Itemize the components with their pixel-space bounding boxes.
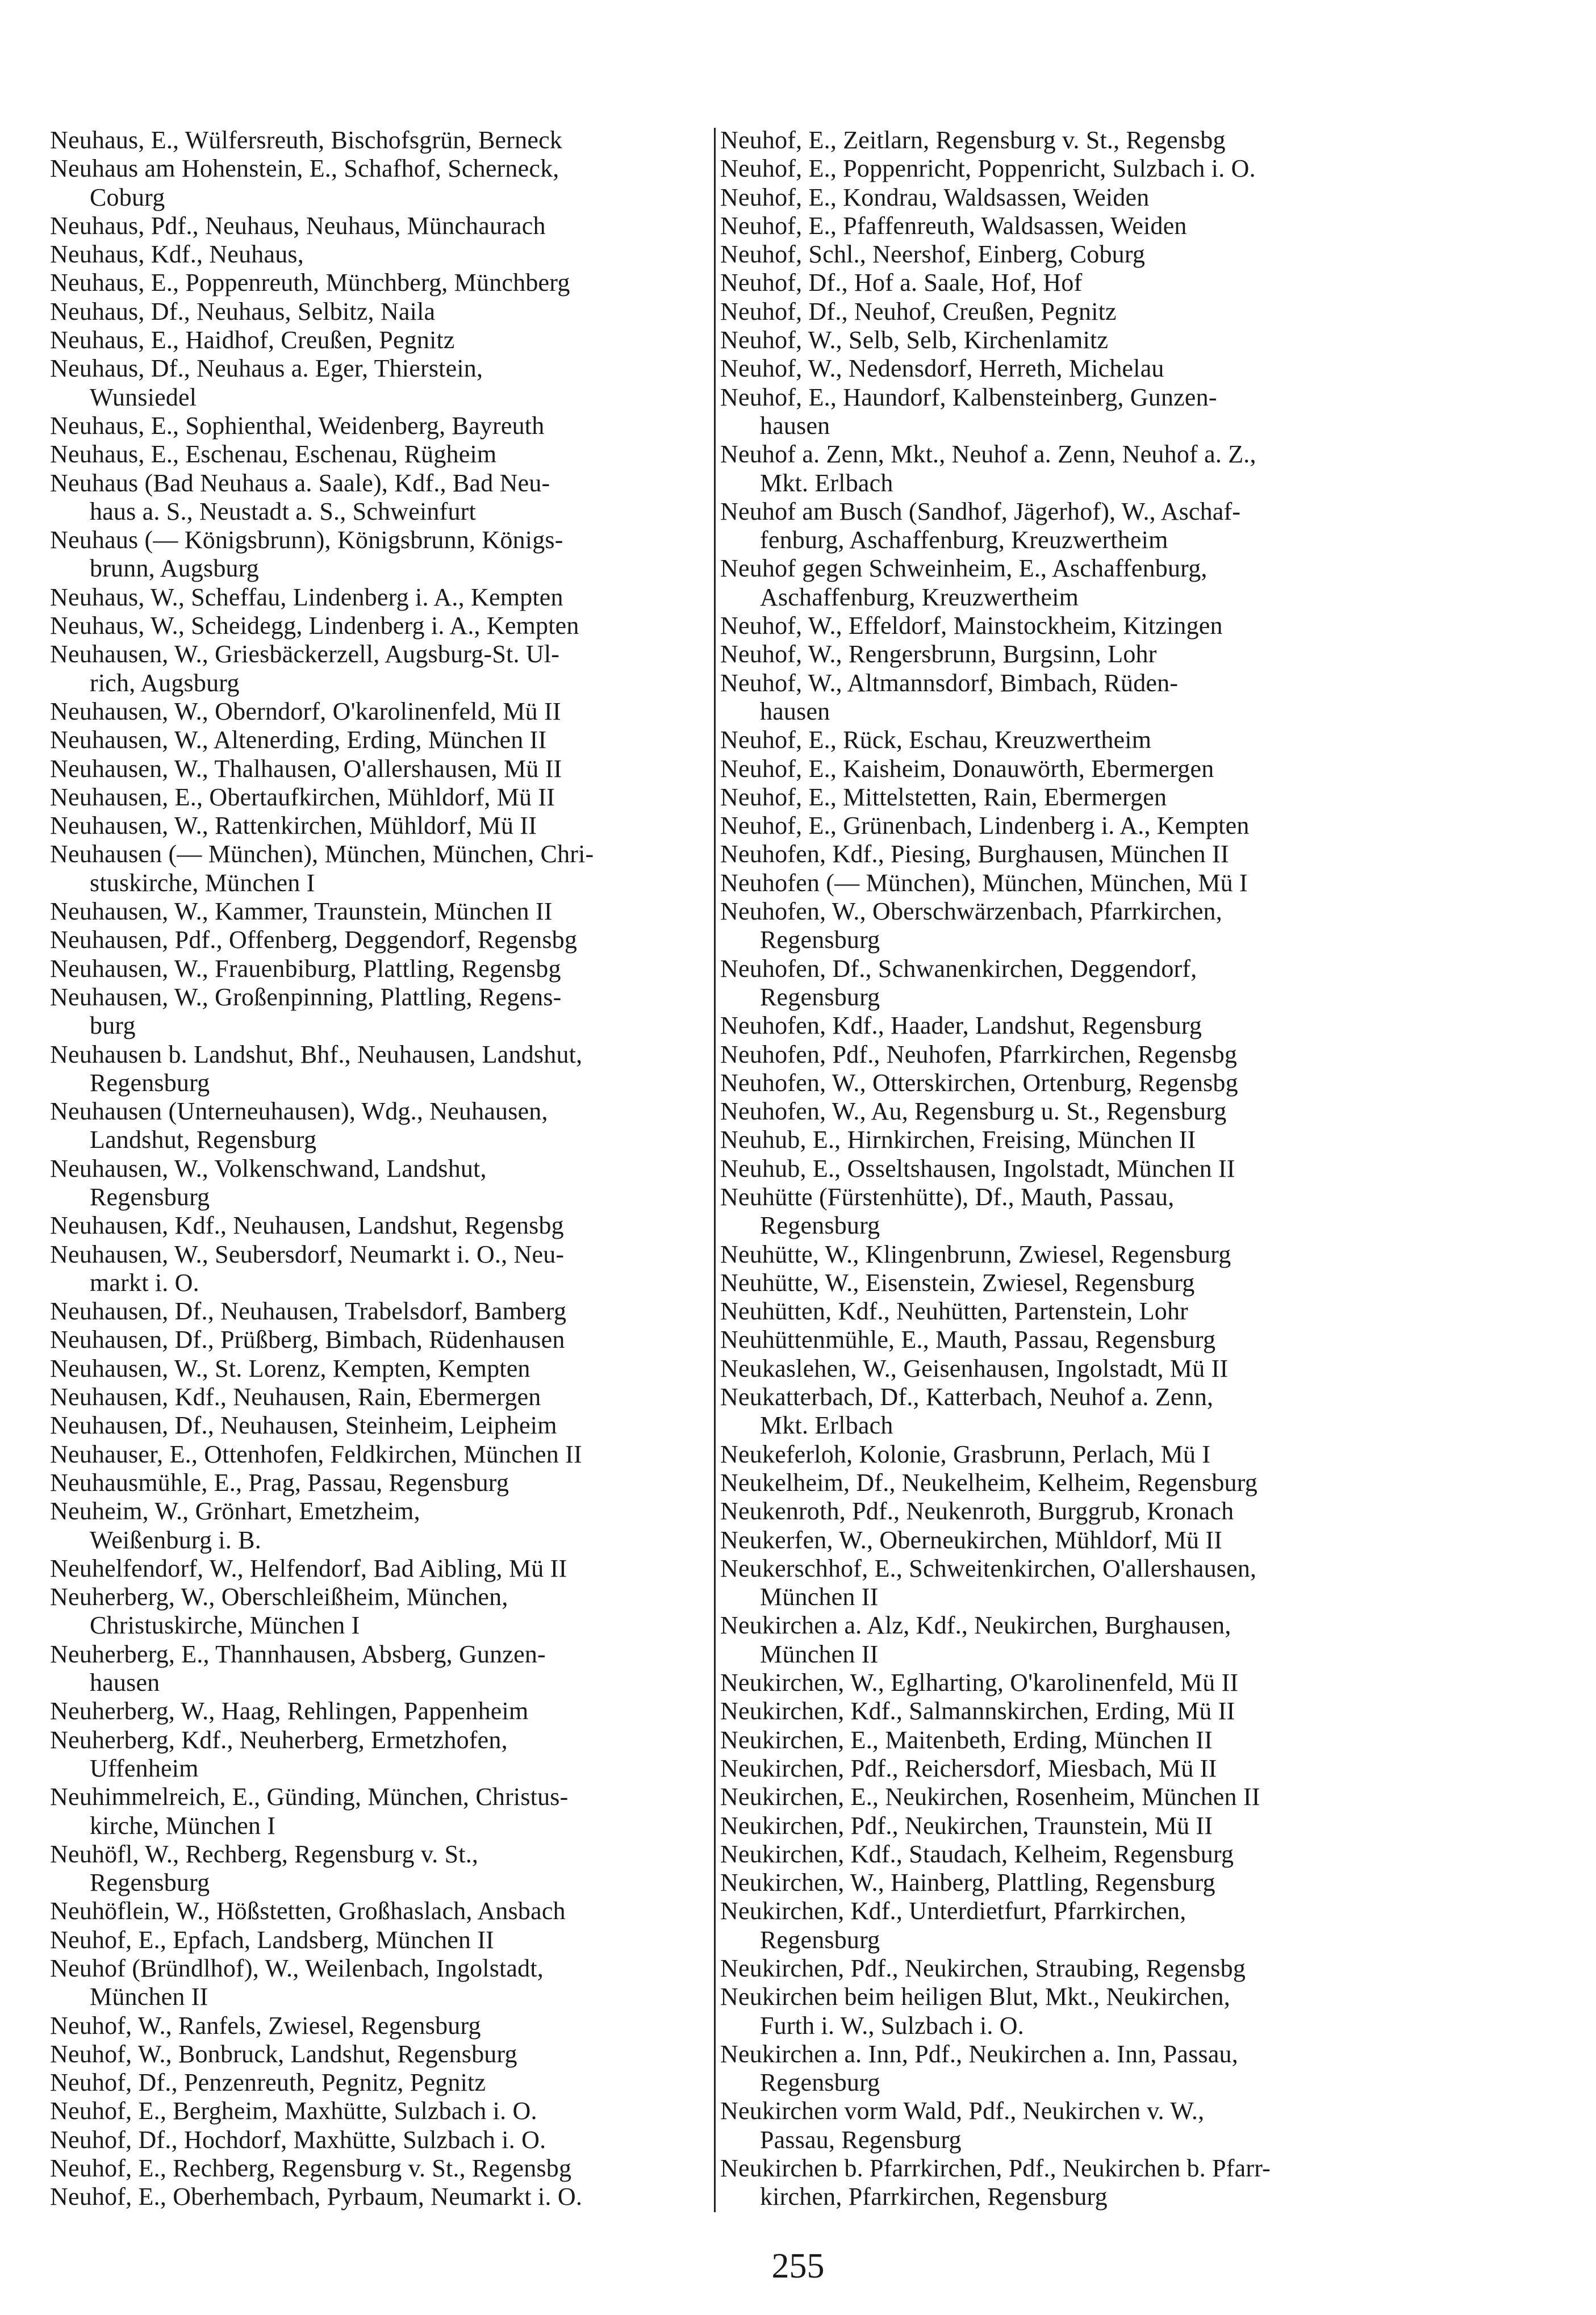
entry-line: Neuhelfendorf, W., Helfendorf, Bad Aibling, Mü II — [50, 1554, 567, 1582]
entry-line: Neuhaus, Df., Neuhaus, Selbitz, Naila — [50, 297, 436, 325]
entry-line: Neuhub, E., Osseltshausen, Ingolstadt, München II — [720, 1154, 1235, 1182]
entry-line: Neuhof, W., Nedensdorf, Herreth, Michelau — [720, 354, 1164, 383]
entry-line: Neuhof, E., Rück, Eschau, Kreuzwertheim — [720, 726, 1152, 754]
entry-continuation-line: München II — [90, 1983, 208, 2011]
entry-line: Neukelheim, Df., Neukelheim, Kelheim, Regensburg — [720, 1468, 1257, 1497]
entry-line: Neukirchen, E., Neukirchen, Rosenheim, München II — [720, 1783, 1260, 1811]
entry-line: Neuhaus (— Königsbrunn), Königsbrunn, Königs- — [50, 526, 563, 554]
entry-line: Neuhof, Schl., Neershof, Einberg, Coburg — [720, 240, 1146, 269]
entry-line: Neuhof, E., Kondrau, Waldsassen, Weiden — [720, 183, 1150, 211]
entry-line: Neukatterbach, Df., Katterbach, Neuhof a. Zenn, — [720, 1383, 1214, 1411]
entry-line: Neuhausen, W., Großenpinning, Plattling, Regens- — [50, 983, 562, 1011]
entry-continuation-line: Christuskirche, München I — [90, 1611, 360, 1640]
entry-continuation-line: Regensburg — [90, 1869, 210, 1897]
entry-line: Neuhof, W., Altmannsdorf, Bimbach, Rüden- — [720, 668, 1179, 697]
entry-line: Neuhofen, Df., Schwanenkirchen, Deggendorf, — [720, 954, 1197, 983]
entry-line: Neuhaus, E., Haidhof, Creußen, Pegnitz — [50, 326, 455, 354]
entry-line: Neuhausen, Kdf., Neuhausen, Rain, Ebermergen — [50, 1383, 541, 1411]
entry-continuation-line: Wunsiedel — [90, 383, 197, 411]
entry-continuation-line: Regensburg — [760, 926, 880, 954]
entry-continuation-line: kirche, München I — [90, 1811, 276, 1840]
entry-continuation-line: markt i. O. — [90, 1268, 199, 1297]
entry-line: Neuhof, W., Effeldorf, Mainstockheim, Kitzingen — [720, 612, 1223, 640]
entry-line: Neuhof (Bründlhof), W., Weilenbach, Ingolstadt, — [50, 1954, 544, 1982]
entry-line: Neuhausen, E., Obertaufkirchen, Mühldorf, Mü II — [50, 783, 555, 811]
entry-line: Neuhausen, W., Oberndorf, O'karolinenfeld, Mü II — [50, 697, 561, 725]
entry-continuation-line: Mkt. Erlbach — [760, 1411, 893, 1440]
entry-continuation-line: Landshut, Regensburg — [90, 1126, 317, 1154]
entry-line: Neuhof, Df., Neuhof, Creußen, Pegnitz — [720, 297, 1117, 325]
entry-line: Neuhausen (Unterneuhausen), Wdg., Neuhausen, — [50, 1097, 548, 1126]
entry-line: Neukirchen b. Pfarrkirchen, Pdf., Neukirchen b. Pfarr- — [720, 2154, 1271, 2183]
entry-line: Neukirchen beim heiligen Blut, Mkt., Neukirchen, — [720, 1983, 1230, 2011]
entry-line: Neuhof a. Zenn, Mkt., Neuhof a. Zenn, Neuhof a. Z., — [720, 440, 1256, 469]
entry-line: Neuherberg, E., Thannhausen, Absberg, Gunzen- — [50, 1640, 546, 1668]
entry-line: Neukaslehen, W., Geisenhausen, Ingolstadt, Mü II — [720, 1354, 1229, 1382]
entry-line: Neukenroth, Pdf., Neukenroth, Burggrub, Kronach — [720, 1497, 1234, 1526]
entry-line: Neukirchen, W., Hainberg, Plattling, Regensburg — [720, 1869, 1215, 1897]
entry-line: Neukirchen a. Alz, Kdf., Neukirchen, Burghausen, — [720, 1611, 1231, 1640]
entry-line: Neuhauser, E., Ottenhofen, Feldkirchen, München II — [50, 1440, 582, 1468]
entry-line: Neuhausen, W., Griesbäckerzell, Augsburg-St. Ul- — [50, 640, 560, 668]
entry-line: Neuhimmelreich, E., Günding, München, Christus- — [50, 1783, 569, 1811]
entry-line: Neukirchen, Pdf., Reichersdorf, Miesbach, Mü II — [720, 1754, 1217, 1782]
entry-line: Neuhof, Df., Hof a. Saale, Hof, Hof — [720, 269, 1083, 297]
entry-line: Neuhof, E., Poppenricht, Poppenricht, Sulzbach i. O. — [720, 154, 1256, 183]
entry-line: Neuhütte (Fürstenhütte), Df., Mauth, Passau, — [720, 1182, 1175, 1211]
entry-continuation-line: Regensburg — [90, 1182, 210, 1211]
entry-line: Neuhofen, Kdf., Haader, Landshut, Regensburg — [720, 1012, 1202, 1040]
entry-line: Neuhofen (— München), München, München, Mü I — [720, 868, 1248, 897]
entry-line: Neuherberg, W., Haag, Rehlingen, Pappenheim — [50, 1697, 529, 1725]
entry-line: Neuhof, E., Haundorf, Kalbensteinberg, Gunzen- — [720, 383, 1217, 411]
entry-line: Neuhausen, W., Frauenbiburg, Plattling, Regensbg — [50, 954, 561, 983]
page-number: 255 — [771, 2247, 825, 2285]
entry-continuation-line: Regensburg — [760, 983, 880, 1011]
entry-line: Neuhausen, W., Altenerding, Erding, München II — [50, 726, 547, 754]
entry-line: Neukeferloh, Kolonie, Grasbrunn, Perlach, Mü I — [720, 1440, 1211, 1468]
entry-line: Neuhöflein, W., Hößstetten, Großhaslach, Ansbach — [50, 1897, 566, 1925]
entry-line: Neuhof am Busch (Sandhof, Jägerhof), W., Aschaf- — [720, 497, 1241, 525]
entry-line: Neuhof, E., Grünenbach, Lindenberg i. A., Kempten — [720, 812, 1250, 840]
entry-line: Neuhaus, E., Eschenau, Eschenau, Rügheim — [50, 440, 497, 469]
entry-continuation-line: Mkt. Erlbach — [760, 469, 893, 497]
entry-continuation-line: Regensburg — [90, 1068, 210, 1097]
entry-continuation-line: Weißenburg i. B. — [90, 1526, 261, 1554]
entry-line: Neuhaus (Bad Neuhaus a. Saale), Kdf., Bad Neu- — [50, 469, 550, 497]
entry-line: Neuhausen, W., Seubersdorf, Neumarkt i. O., Neu- — [50, 1240, 565, 1268]
entry-line: Neukirchen vorm Wald, Pdf., Neukirchen v. W., — [720, 2097, 1205, 2125]
entry-continuation-line: kirchen, Pfarrkirchen, Regensburg — [760, 2183, 1108, 2211]
entry-line: Neuhofen, Kdf., Piesing, Burghausen, München II — [720, 840, 1229, 868]
entry-continuation-line: Passau, Regensburg — [760, 2125, 962, 2154]
entry-continuation-line: Coburg — [90, 183, 165, 211]
entry-line: Neukerschhof, E., Schweitenkirchen, O'allershausen, — [720, 1554, 1257, 1582]
entry-continuation-line: Regensburg — [760, 1211, 880, 1240]
entry-continuation-line: München II — [760, 1640, 879, 1668]
entry-line: Neukirchen, E., Maitenbeth, Erding, München II — [720, 1725, 1213, 1754]
entry-line: Neukirchen, W., Eglharting, O'karolinenfeld, Mü II — [720, 1669, 1239, 1697]
entry-line: Neuhof, E., Kaisheim, Donauwörth, Ebermergen — [720, 754, 1214, 783]
entry-continuation-line: Furth i. W., Sulzbach i. O. — [760, 2011, 1024, 2040]
left-column — [50, 126, 712, 2212]
entry-line: Neuhof, Df., Hochdorf, Maxhütte, Sulzbach i. O. — [50, 2125, 546, 2154]
entry-line: Neuhof, E., Bergheim, Maxhütte, Sulzbach i. O. — [50, 2097, 537, 2125]
entry-continuation-line: stuskirche, München I — [90, 868, 315, 897]
entry-line: Neukirchen, Pdf., Neukirchen, Straubing, Regensbg — [720, 1954, 1246, 1982]
entry-line: Neuhausen, W., Rattenkirchen, Mühldorf, Mü II — [50, 812, 537, 840]
entry-line: Neuhof, E., Zeitlarn, Regensburg v. St., Regensbg — [720, 126, 1226, 154]
entry-continuation-line: rich, Augsburg — [90, 668, 240, 697]
entry-line: Neukirchen a. Inn, Pdf., Neukirchen a. Inn, Passau, — [720, 2040, 1238, 2068]
entry-line: Neuhofen, Pdf., Neuhofen, Pfarrkirchen, Regensbg — [720, 1040, 1238, 1068]
entry-line: Neuhausen, Pdf., Offenberg, Deggendorf, Regensbg — [50, 926, 578, 954]
entry-continuation-line: Uffenheim — [90, 1754, 199, 1782]
entry-line: Neuhaus am Hohenstein, E., Schafhof, Scherneck, — [50, 154, 559, 183]
entry-line: Neuhofen, W., Otterskirchen, Ortenburg, Regensbg — [720, 1068, 1238, 1097]
entry-line: Neuhaus, Kdf., Neuhaus, — [50, 240, 304, 269]
entry-line: Neuhausen, Kdf., Neuhausen, Landshut, Regensbg — [50, 1211, 564, 1240]
entry-line: Neuhausen, W., Kammer, Traunstein, München II — [50, 897, 553, 926]
entry-line: Neuheim, W., Grönhart, Emetzheim, — [50, 1497, 420, 1526]
entry-line: Neuhausen, Df., Prüßberg, Bimbach, Rüdenhausen — [50, 1326, 565, 1354]
entry-line: Neuherberg, W., Oberschleißheim, München, — [50, 1583, 508, 1611]
entry-continuation-line: hausen — [760, 697, 830, 725]
entry-line: Neuhaus, E., Wülfersreuth, Bischofsgrün, Berneck — [50, 126, 562, 154]
entry-line: Neuhof gegen Schweinheim, E., Aschaffenburg, — [720, 554, 1208, 583]
entry-line: Neuhausmühle, E., Prag, Passau, Regensburg — [50, 1468, 509, 1497]
entry-continuation-line: Aschaffenburg, Kreuzwertheim — [760, 583, 1079, 611]
entry-line: Neuhof, E., Oberhembach, Pyrbaum, Neumarkt i. O. — [50, 2183, 583, 2211]
entry-continuation-line: brunn, Augsburg — [90, 554, 259, 583]
entry-line: Neuhüttenmühle, E., Mauth, Passau, Regensburg — [720, 1326, 1216, 1354]
entry-line: Neuhausen b. Landshut, Bhf., Neuhausen, Landshut, — [50, 1040, 583, 1068]
entry-line: Neuhof, E., Pfaffenreuth, Waldsassen, Weiden — [720, 211, 1187, 240]
entry-line: Neuhaus, Pdf., Neuhaus, Neuhaus, Münchaurach — [50, 211, 546, 240]
entry-line: Neuhausen, W., St. Lorenz, Kempten, Kempten — [50, 1354, 530, 1382]
entry-line: Neuhof, E., Rechberg, Regensburg v. St., Regensbg — [50, 2154, 572, 2183]
entry-line: Neuhausen, Df., Neuhausen, Steinheim, Leipheim — [50, 1411, 557, 1440]
entry-line: Neuhaus, E., Sophienthal, Weidenberg, Bayreuth — [50, 411, 545, 440]
entry-line: Neukirchen, Pdf., Neukirchen, Traunstein, Mü II — [720, 1811, 1213, 1840]
entry-line: Neuhof, E., Epfach, Landsberg, München II — [50, 1925, 495, 1954]
entry-line: Neuhütte, W., Klingenbrunn, Zwiesel, Regensburg — [720, 1240, 1231, 1268]
entry-line: Neuherberg, Kdf., Neuherberg, Ermetzhofen, — [50, 1725, 508, 1754]
entry-line: Neuhof, W., Rengersbrunn, Burgsinn, Lohr — [720, 640, 1157, 668]
entry-line: Neuhof, W., Selb, Selb, Kirchenlamitz — [720, 326, 1109, 354]
entry-line: Neuhub, E., Hirnkirchen, Freising, München II — [720, 1126, 1196, 1154]
entry-line: Neuhütten, Kdf., Neuhütten, Partenstein, Lohr — [720, 1297, 1189, 1326]
column-divider — [714, 128, 716, 2212]
entry-line: Neukirchen, Kdf., Unterdietfurt, Pfarrkirchen, — [720, 1897, 1186, 1925]
entry-line: Neuhof, W., Bonbruck, Landshut, Regensburg — [50, 2040, 517, 2068]
entry-line: Neuhofen, W., Oberschwärzenbach, Pfarrkirchen, — [720, 897, 1222, 926]
entry-line: Neuhausen, Df., Neuhausen, Trabelsdorf, Bamberg — [50, 1297, 567, 1326]
entry-continuation-line: haus a. S., Neustadt a. S., Schweinfurt — [90, 497, 476, 525]
entry-line: Neukirchen, Kdf., Staudach, Kelheim, Regensburg — [720, 1840, 1234, 1868]
entry-line: Neukerfen, W., Oberneukirchen, Mühldorf, Mü II — [720, 1526, 1223, 1554]
entry-line: Neuhof, W., Ranfels, Zwiesel, Regensburg — [50, 2011, 481, 2040]
entry-line: Neuhaus, Df., Neuhaus a. Eger, Thierstein, — [50, 354, 483, 383]
entry-line: Neuhöfl, W., Rechberg, Regensburg v. St., — [50, 1840, 479, 1868]
entry-line: Neuhausen (— München), München, München, Chri- — [50, 840, 594, 868]
entry-continuation-line: Regensburg — [760, 1925, 880, 1954]
entry-line: Neuhausen, W., Thalhausen, O'allershausen, Mü II — [50, 754, 562, 783]
entry-line: Neuhütte, W., Eisenstein, Zwiesel, Regensburg — [720, 1268, 1195, 1297]
entry-line: Neuhaus, W., Scheidegg, Lindenberg i. A., Kempten — [50, 612, 579, 640]
entry-continuation-line: hausen — [760, 411, 830, 440]
entry-line: Neuhof, E., Mittelstetten, Rain, Ebermergen — [720, 783, 1167, 811]
entry-line: Neuhofen, W., Au, Regensburg u. St., Regensburg — [720, 1097, 1227, 1126]
right-column — [720, 126, 1498, 2212]
entry-line: Neukirchen, Kdf., Salmannskirchen, Erding, Mü II — [720, 1697, 1235, 1725]
entry-line: Neuhausen, W., Volkenschwand, Landshut, — [50, 1154, 487, 1182]
entry-continuation-line: Regensburg — [760, 2069, 880, 2097]
entry-line: Neuhaus, E., Poppenreuth, Münchberg, Münchberg — [50, 269, 570, 297]
entry-continuation-line: fenburg, Aschaffenburg, Kreuzwertheim — [760, 526, 1168, 554]
entry-continuation-line: München II — [760, 1583, 879, 1611]
entry-continuation-line: hausen — [90, 1669, 160, 1697]
entry-continuation-line: burg — [90, 1012, 136, 1040]
entry-line: Neuhaus, W., Scheffau, Lindenberg i. A., Kempten — [50, 583, 563, 611]
entry-line: Neuhof, Df., Penzenreuth, Pegnitz, Pegnitz — [50, 2069, 486, 2097]
